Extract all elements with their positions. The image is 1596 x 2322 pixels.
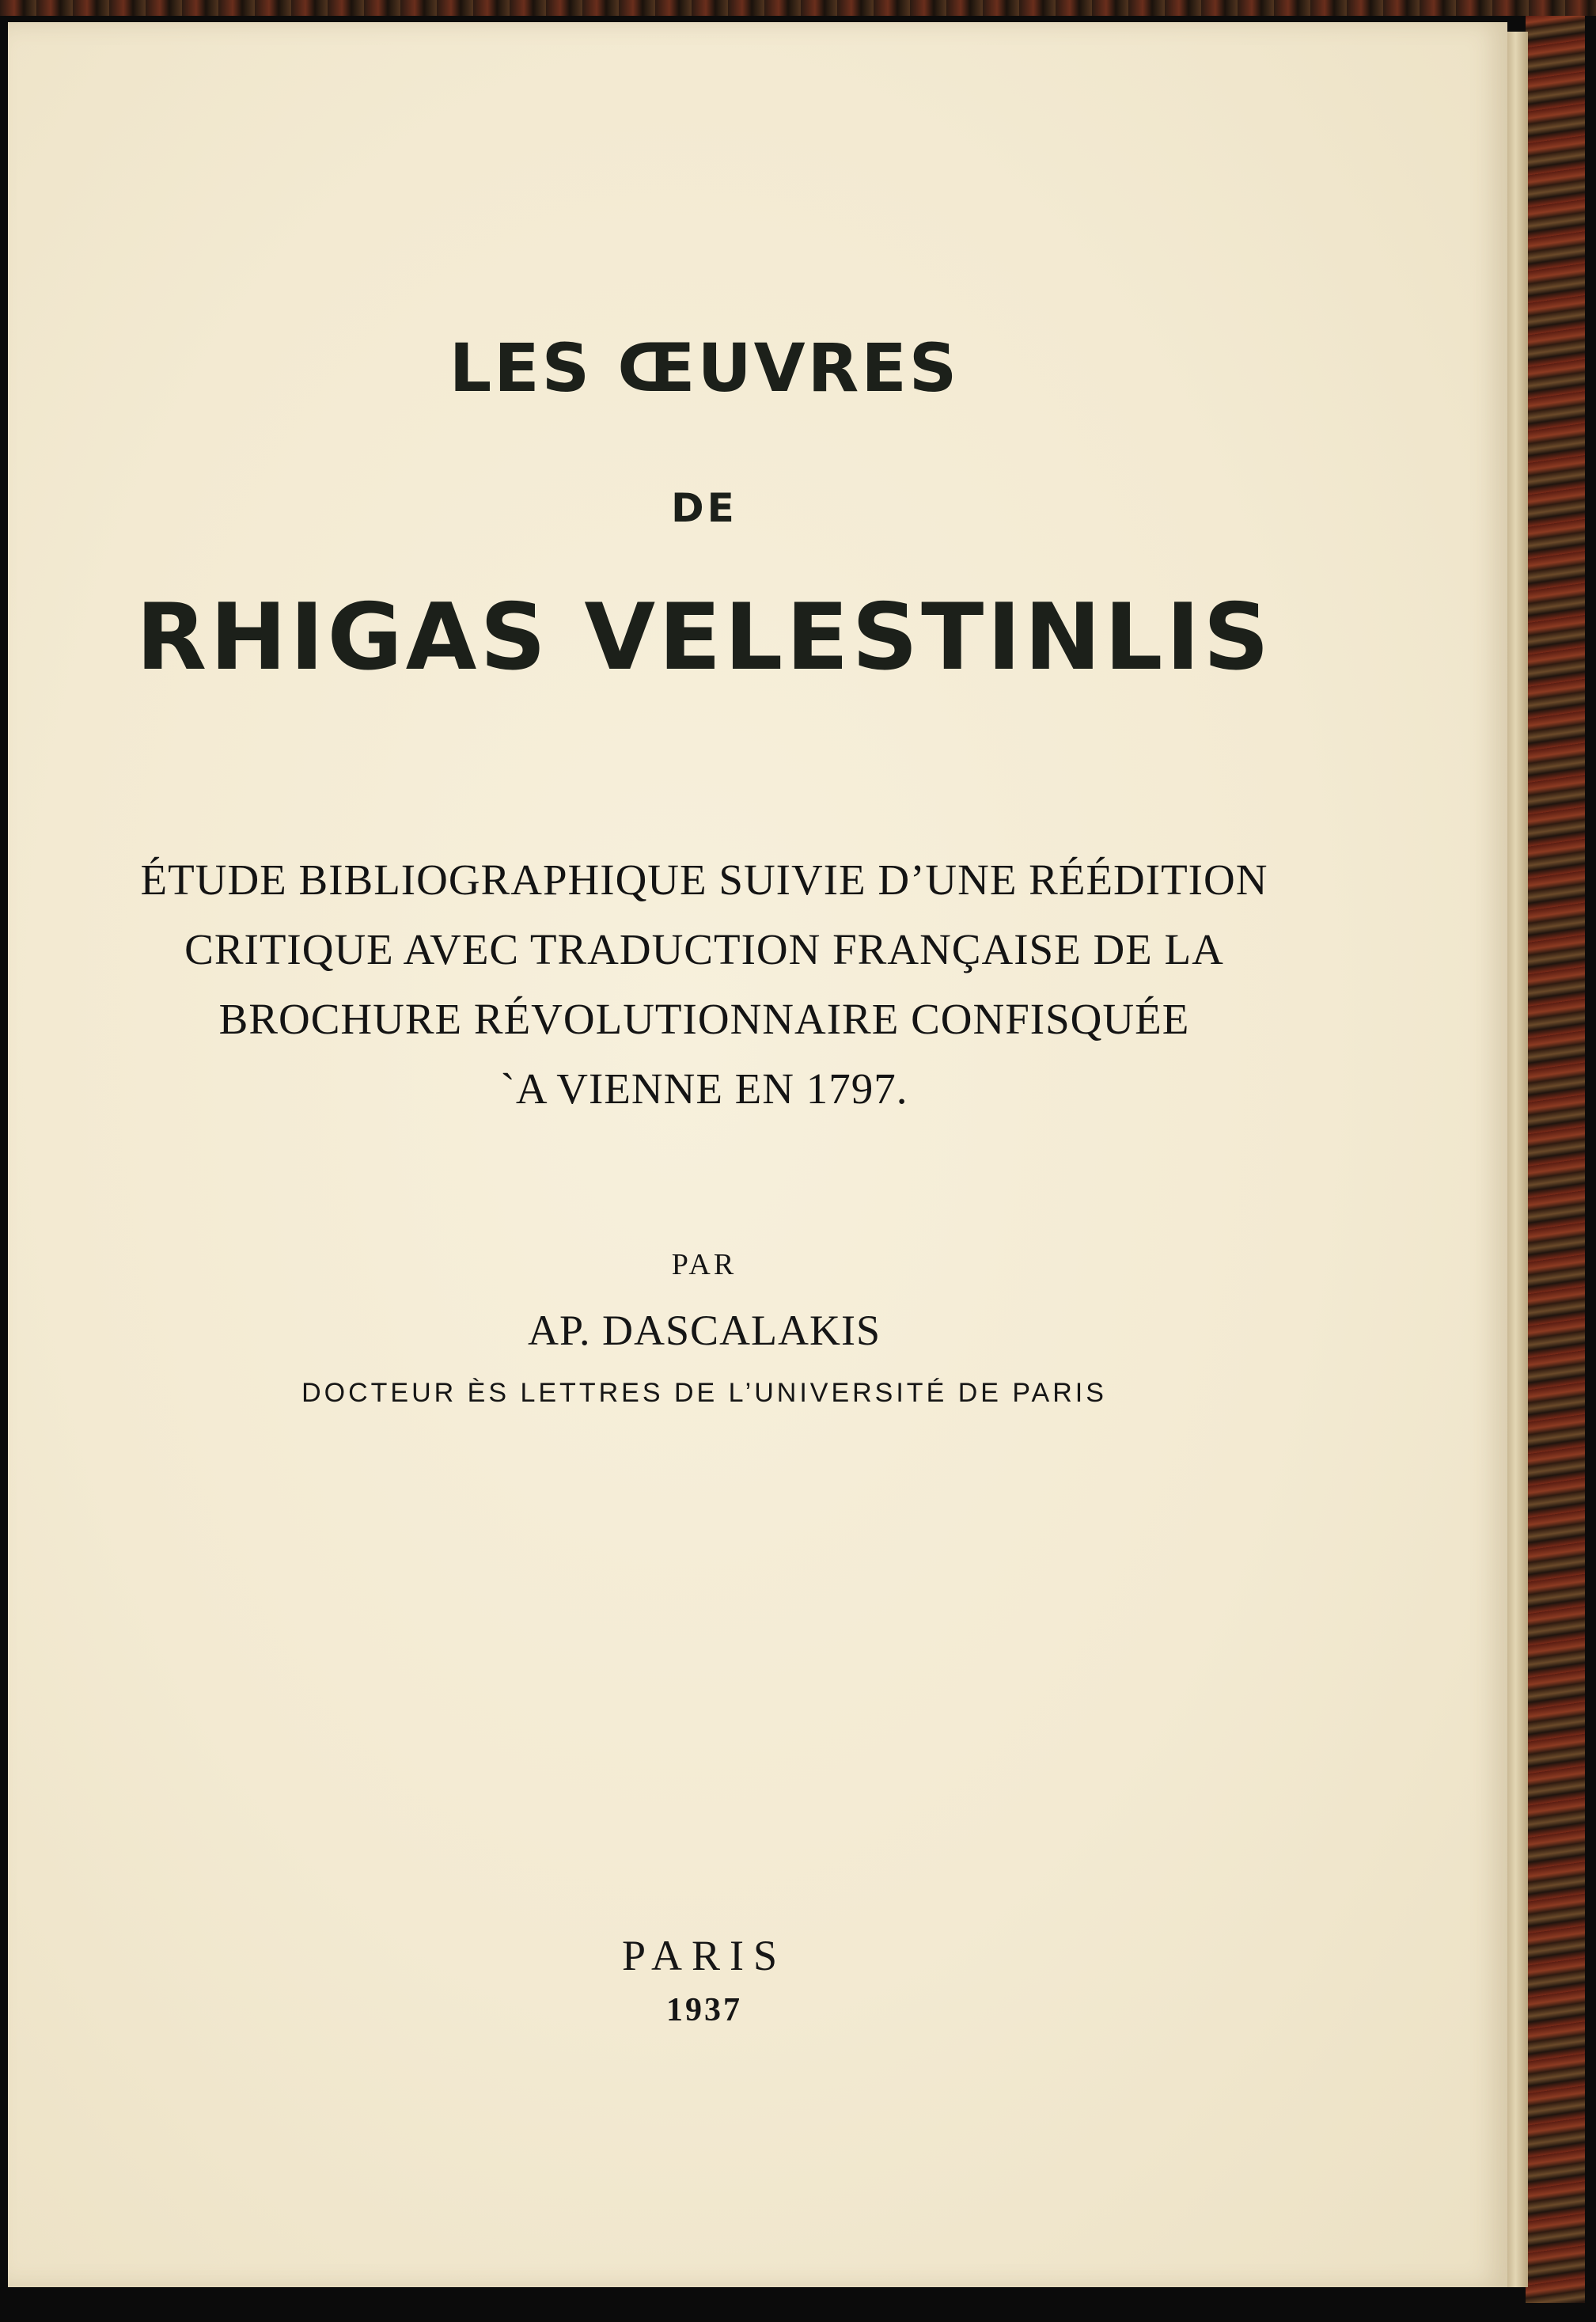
title-line-author-subject: RHIGAS VELESTINLIS xyxy=(135,584,1273,691)
publication-year: 1937 xyxy=(666,1992,742,2028)
marbled-book-edge xyxy=(1526,16,1585,2303)
subtitle-line: ÉTUDE BIBLIOGRAPHIQUE SUIVIE D’UNE RÉÉDITION xyxy=(140,856,1268,904)
by-label: PAR xyxy=(671,1248,737,1281)
page-stack-edge xyxy=(1507,32,1528,2287)
subtitle-line: BROCHURE RÉVOLUTIONNAIRE CONFISQUÉE xyxy=(218,995,1190,1043)
book-top-edge xyxy=(0,0,1596,16)
subtitle-line: `A VIENNE EN 1797. xyxy=(500,1064,908,1113)
title-page xyxy=(8,22,1507,2287)
title-line-oeuvres: LES ŒUVRES xyxy=(449,329,960,407)
subtitle-line: CRITIQUE AVEC TRADUCTION FRANÇAISE DE LA xyxy=(184,925,1224,973)
publication-place: PARIS xyxy=(621,1932,787,1979)
author-name: AP. DASCALAKIS xyxy=(527,1307,881,1354)
author-credential: DOCTEUR ÈS LETTRES DE L’UNIVERSITÉ DE PARIS xyxy=(301,1378,1107,1408)
title-line-de: DE xyxy=(671,485,737,531)
